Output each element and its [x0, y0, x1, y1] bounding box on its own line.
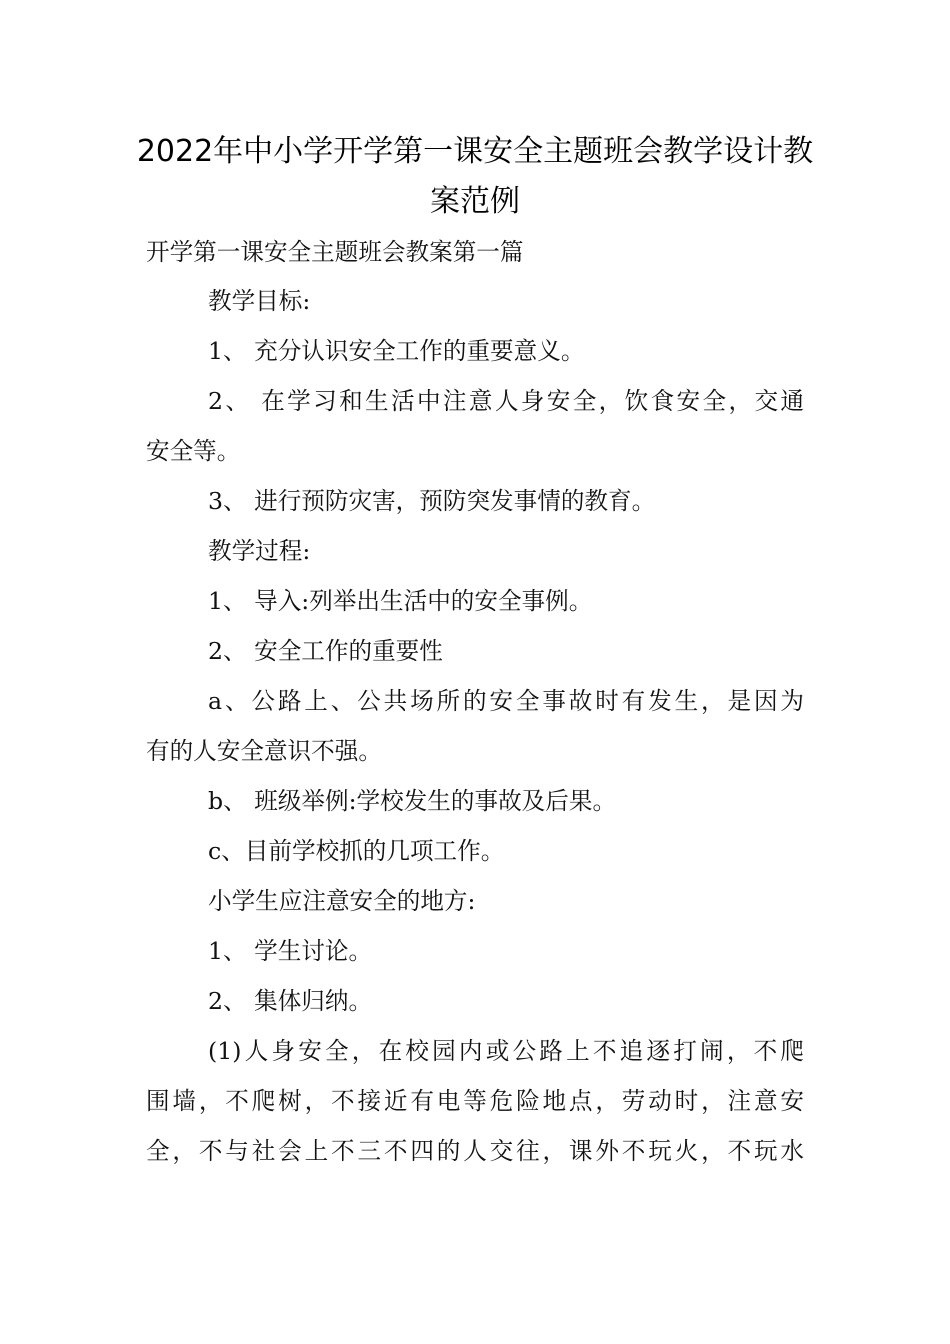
- objective-item-3: 3、 进行预防灾害，预防突发事情的教育。: [208, 487, 656, 515]
- document-title-line-2: 案范例: [430, 184, 520, 219]
- objective-item-2-line-1: 2、 在学习和生活中注意人身安全，饮食安全，交通: [208, 387, 804, 415]
- objective-item-2-line-2: 安全等。: [146, 437, 241, 465]
- point-b: b、 班级举例:学校发生的事故及后果。: [208, 787, 617, 815]
- objective-item-1: 1、 充分认识安全工作的重要意义。: [208, 337, 585, 365]
- document-title-line-1: 2022年中小学开学第一课安全主题班会教学设计教: [136, 134, 814, 169]
- process-item-1: 1、 导入:列举出生活中的安全事例。: [208, 587, 593, 615]
- point-c: c、目前学校抓的几项工作。: [208, 837, 505, 865]
- point-a-line-2: 有的人安全意识不强。: [146, 737, 382, 765]
- safety-item-1-line-1: (1)人身安全，在校园内或公路上不追逐打闹，不爬: [208, 1037, 804, 1065]
- process-heading: 教学过程:: [208, 537, 311, 565]
- safety-item-1-line-3: 全，不与社会上不三不四的人交往，课外不玩火，不玩水: [146, 1137, 804, 1165]
- section-heading: 开学第一课安全主题班会教案第一篇: [146, 238, 524, 266]
- objectives-heading: 教学目标:: [208, 287, 311, 315]
- point-a-line-1: a、公路上、公共场所的安全事故时有发生，是因为: [208, 687, 804, 715]
- safety-item-1-line-2: 围墙，不爬树，不接近有电等危险地点，劳动时，注意安: [146, 1087, 804, 1115]
- places-item-2: 2、 集体归纳。: [208, 987, 373, 1015]
- places-heading: 小学生应注意安全的地方:: [208, 887, 476, 915]
- places-item-1: 1、 学生讨论。: [208, 937, 373, 965]
- process-item-2: 2、 安全工作的重要性: [208, 637, 443, 665]
